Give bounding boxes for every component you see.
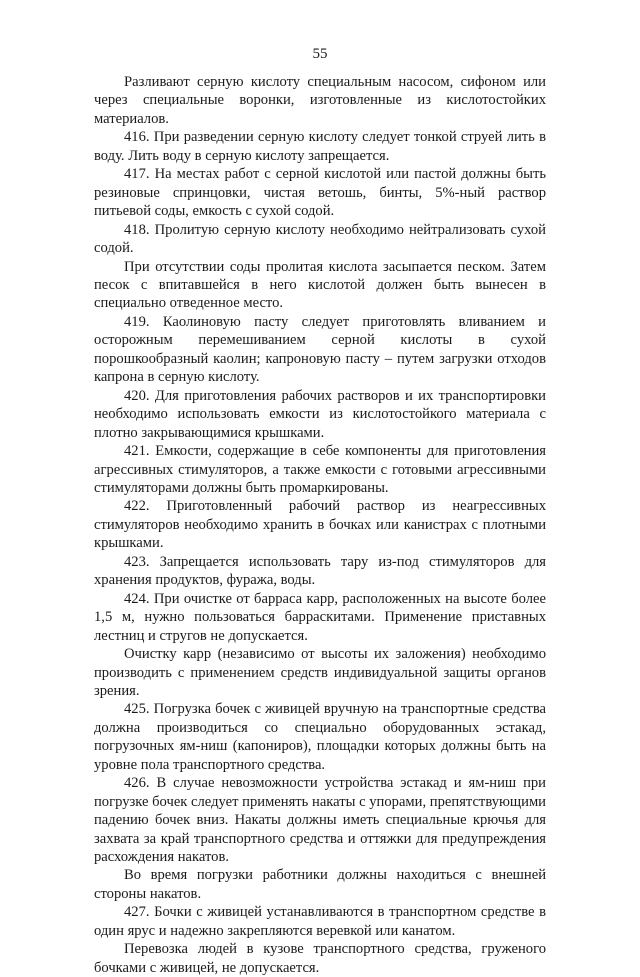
- paragraph-426: 426. В случае невозможности устройства эстакад и ям-ниш при погрузке бочек следует применять накаты с упорами, препятствующими падению бочек вниз. Накаты должны иметь специальные крючья для захвата за край транспортного средства и оттяжки для предупреждения расхождения накатов.: [94, 775, 546, 866]
- document-body: [94, 73, 546, 977]
- paragraph-424-continued: Очистку карр (независимо от высоты их заложения) необходимо производить с применением средств индивидуальной защиты органов зрения.: [94, 646, 546, 699]
- paragraph-420: 420. Для приготовления рабочих растворов и их транспортировки необходимо использовать емкости из кислотостойкого материала с плотно закрывающимися крышками.: [94, 387, 546, 441]
- paragraph-423: 423. Запрещается использовать тару из-под стимуляторов для хранения продуктов, фуража, воды.: [94, 553, 546, 589]
- paragraph-417: 417. На местах работ с серной кислотой или пастой должны быть резиновые спринцовки, чистая ветошь, бинты, 5%-ный раствор питьевой соды, емкость с сухой содой.: [94, 166, 546, 220]
- paragraph-426-continued: Во время погрузки работники должны находиться с внешней стороны накатов.: [94, 867, 546, 902]
- paragraph-421: 421. Емкости, содержащие в себе компоненты для приготовления агрессивных стимуляторов, а также емкости с готовыми агрессивными стимуляторами должны быть промаркированы.: [94, 443, 546, 496]
- paragraph-427: 427. Бочки с живицей устанавливаются в транспортном средстве в один ярус и надежно закрепляются веревкой или канатом.: [94, 904, 546, 939]
- paragraph-419: 419. Каолиновую пасту следует приготовлять вливанием и осторожным перемешиванием серной кислоты в сухой порошкообразный каолин; капроновую пасту – путем загрузки отходов капрона в серную кислоту.: [94, 313, 546, 386]
- paragraph-424: 424. При очистке от барраса карр, расположенных на высоте более 1,5 м, нужно пользоваться барраскитами. Применение приставных лестниц и стругов не допускается.: [94, 590, 546, 644]
- paragraph-416: 416. При разведении серную кислоту следует тонкой струей лить в воду. Лить воду в серную кислоту запрещается.: [94, 129, 546, 164]
- page-number: 55: [312, 46, 328, 62]
- paragraph-425: 425. Погрузка бочек с живицей вручную на транспортные средства должна производиться со специально оборудованных эстакад, погрузочных ям-ниш (капониров), площадки которых должны быть на уровне пола транспортного средства.: [94, 701, 546, 773]
- paragraph-418: 418. Пролитую серную кислоту необходимо нейтрализовать сухой содой.: [94, 221, 546, 257]
- paragraph-intro-sulfuric-acid: Разливают серную кислоту специальным насосом, сифоном или через специальные воронки, изготовленные из кислотостойких материалов.: [94, 74, 546, 127]
- paragraph-418-continued: При отсутствии соды пролитая кислота засыпается песком. Затем песок с впитавшейся в него кислотой должен быть вынесен в специально отведенное место.: [94, 258, 546, 312]
- paragraph-422: 422. Приготовленный рабочий раствор из неагрессивных стимуляторов необходимо хранить в бочках или канистрах с плотными крышками.: [94, 498, 546, 552]
- paragraph-427-continued: Перевозка людей в кузове транспортного средства, груженого бочками с живицей, не допускается.: [94, 941, 546, 976]
